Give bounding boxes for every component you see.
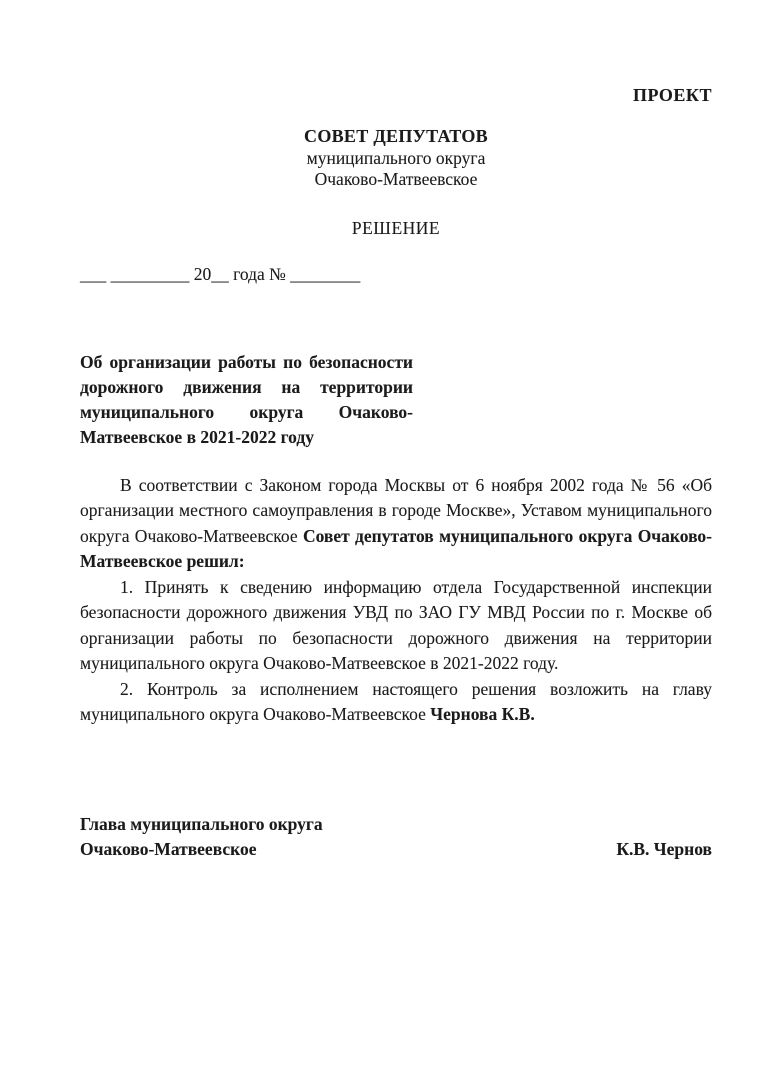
item-2-text: 2. Контроль за исполнением настоящего решения возложить на главу муниципального округа Очаково-Матвеевское: [80, 678, 712, 724]
item-2-name: Чернова К.В.: [430, 704, 535, 724]
draft-label: ПРОЕКТ: [633, 85, 712, 105]
org-header: [80, 126, 712, 191]
preamble-text: В соответствии с Законом города Москвы от 6 ноября 2002 года № 56 «Об организации местного самоуправления в городе Москве», Уставом муниципального округа Очаково-Матвеевское: [80, 474, 712, 546]
org-name: СОВЕТ ДЕПУТАТОВ: [304, 126, 488, 146]
resolution-body: [80, 473, 712, 728]
item-1-paragraph: 1. Принять к сведению информацию отдела Государственной инспекции безопасности дорожного движения УВД по ЗАО ГУ МВД России по г. Москве об организации работы по безопасности дорожного движения на территории муниципального округа Очаково-Матвеевское в 2021-2022 году.: [80, 576, 712, 673]
signature-block: [80, 812, 712, 862]
subject-block: Об организации работы по безопасности дорожного движения на территории муниципального округа Очаково-Матвеевское в 2021-2022 году: [80, 351, 413, 447]
org-subtitle-line2: Очаково-Матвеевское: [314, 169, 478, 189]
document-type-heading: РЕШЕНИЕ: [351, 217, 441, 238]
signatory-title: [80, 812, 323, 862]
signatory-name: К.В. Чернов: [616, 838, 712, 859]
preamble-paragraph: [80, 473, 712, 575]
item-2-paragraph: [80, 677, 712, 728]
resolved-clause: Совет депутатов муниципального округа Очаково-Матвеевское решил:: [80, 525, 713, 571]
date-number-line: ___ _________ 20__ года № ________: [80, 263, 361, 284]
signatory-title-line2: Очаково-Матвеевское: [80, 838, 257, 859]
signatory-title-line1: Глава муниципального округа: [80, 813, 323, 834]
org-subtitle-line1: муниципального округа: [306, 147, 486, 168]
